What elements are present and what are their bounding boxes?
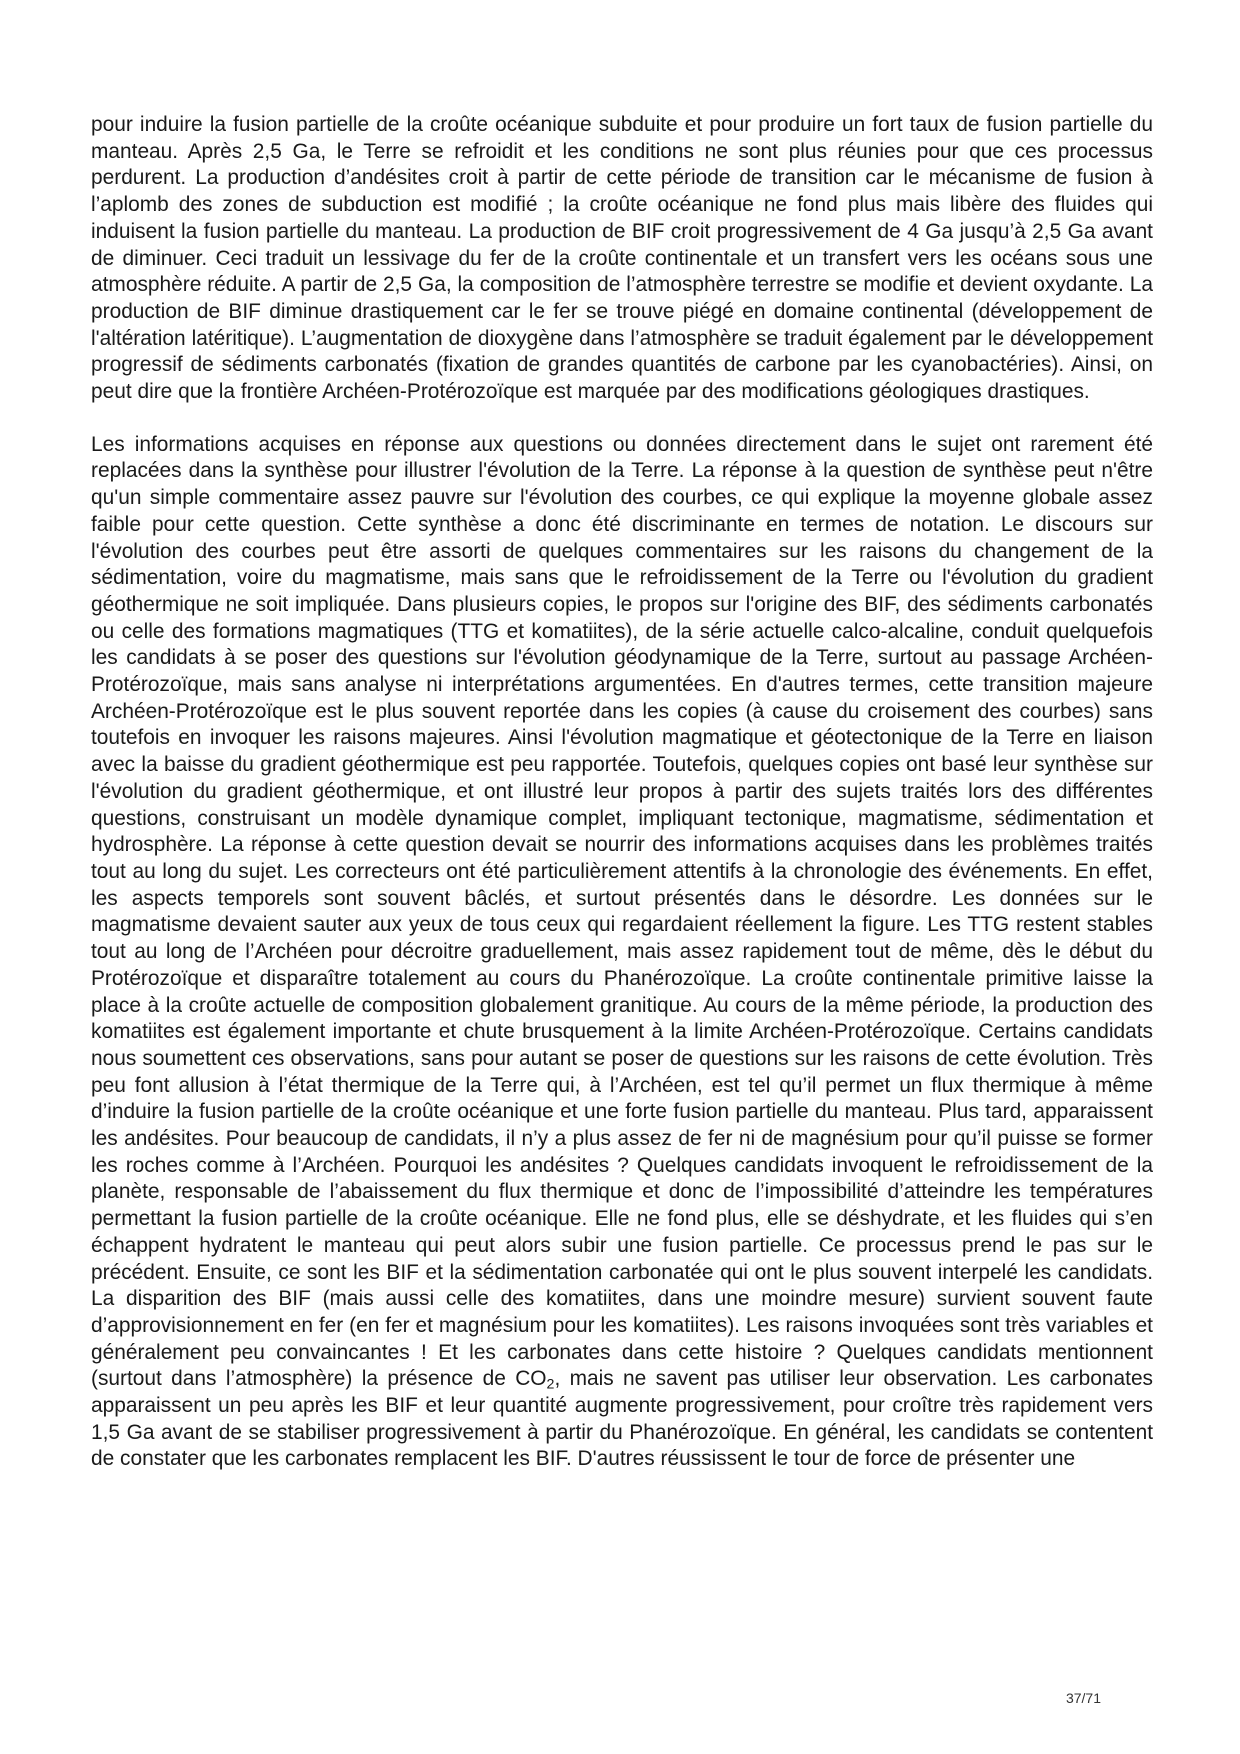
co2-subscript: 2 bbox=[546, 1376, 555, 1393]
page-number: 37/71 bbox=[1065, 1690, 1101, 1706]
paragraph-archean-proterozoic-summary bbox=[91, 112, 1153, 406]
paragraph-text: Les informations acquises en réponse aux questions ou données directement dans le sujet ont rarement été replacées dans la synthèse pour illustrer l'évolution de la Terre. La réponse à la question de synthèse peut n'être qu'un simple commentaire assez pauvre sur l'évolution des courbes, ce qui explique la moyenne globale assez faible pour cette question. Cette synthèse a donc été discriminante en termes de notation. Le discours sur l'évolution des courbes peut être assorti de quelques commentaires sur les raisons du changement de la sédimentation, voire du magmatisme, mais sans que le refroidissement de la Terre ou l'évolution du gradient géothermique ne soit impliquée. Dans plusieurs copies, le propos sur l'origine des BIF, des sédiments carbonatés ou celle des formations magmatiques (TTG et komatiites), de la série actuelle calco-alcaline, conduit quelquefois les candidats à se poser des questions sur l'évolution géodynamique de la Terre, surtout au passage Archéen-Protérozoïque, mais sans analyse ni interprétations argumentées. En d'autres termes, cette transition majeure Archéen-Protérozoïque est le plus souvent reportée dans les copies (à cause du croisement des courbes) sans toutefois en invoquer les raisons majeures. Ainsi l'évolution magmatique et géotectonique de la Terre en liaison avec la baisse du gradient géothermique est peu rapportée. Toutefois, quelques copies ont basé leur synthèse sur l'évolution du gradient géothermique, et ont illustré leur propos à partir des sujets traités lors des différentes questions, construisant un modèle dynamique complet, impliquant tectonique, magmatisme, sédimentation et hydrosphère. La réponse à cette question devait se nourrir des informations acquises dans les problèmes traités tout au long du sujet. Les correcteurs ont été particulièrement attentifs à la chronologie des événements. En effet, les aspects temporels sont souvent bâclés, et surtout présentés dans le désordre. Les données sur le magmatisme devaient sauter aux yeux de tous ceux qui regardaient réellement la figure. Les TTG restent stables tout au long de l’Archéen pour décroitre graduellement, mais assez rapidement tout de même, dès le début du Protérozoïque et disparaître totalement au cours du Phanérozoïque. La croûte continentale primitive laisse la place à la croûte actuelle de composition globalement granitique. Au cours de la même période, la production des komatiites est également importante et chute brusquement à la limite Archéen-Protérozoïque. Certains candidats nous soumettent ces observations, sans pour autant se poser de questions sur les raisons de cette évolution. Très peu font allusion à l’état thermique de la Terre qui, à l’Archéen, est tel qu’il permet un flux thermique à même d’induire la fusion partielle de la croûte océanique et une forte fusion partielle du manteau. Plus tard, apparaissent les andésites. Pour beaucoup de candidats, il n’y a plus assez de fer ni de magnésium pour qu’il puisse se former les roches comme à l’Archéen. Pourquoi les andésites ? Quelques candidats invoquent le refroidissement de la planète, responsable de l’abaissement du flux thermique et donc de l’impossibilité d’atteindre les températures permettant la fusion partielle de la croûte océanique. Elle ne fond plus, elle se déshydrate, et les fluides qui s’en échappent hydratent le manteau qui peut alors subir une fusion partielle. Ce processus prend le pas sur le précédent. Ensuite, ce sont les BIF et la sédimentation carbonatée qui ont le plus souvent interpelé les candidats. La disparition des BIF (mais aussi celle des komatiites, dans une moindre mesure) survient souvent faute d’approvisionnement en fer (en fer et magnésium pour les komatiites). Les raisons invoquées sont très variables et généralement peu convaincantes ! Et les carbonates dans cette histoire ? Quelques candidats mentionnent (surtout dans l’atmosphère) la présence de CO bbox=[91, 432, 1153, 1391]
paragraph-text: pour induire la fusion partielle de la croûte océanique subduite et pour produire un fort taux de fusion partielle du manteau. Après 2,5 Ga, le Terre se refroidit et les conditions ne sont plus réunies pour que ces processus perdurent. La production d’andésites croit à partir de cette période de transition car le mécanisme de fusion à l’aplomb des zones de subduction est modifié ; la croûte océanique ne fond plus mais libère des fluides qui induisent la fusion partielle du manteau. La production de BIF croit progressivement de 4 Ga jusqu’à 2,5 Ga avant de diminuer. Ceci traduit un lessivage du fer de la croûte continentale et un transfert vers les océans sous une atmosphère réduite. A partir de 2,5 Ga, la composition de l’atmosphère terrestre se modifie et devient oxydante. La production de BIF diminue drastiquement car le fer se trouve piégé en domaine continental (développement de l'altération latéritique). L’augmentation de dioxygène dans l’atmosphère se traduit également par le développement progressif de sédiments carbonatés (fixation de grandes quantités de carbone par les cyanobactéries). Ainsi, on peut dire que la frontière Archéen-Protérozoïque est marquée par des modifications géologiques drastiques. bbox=[91, 113, 1153, 404]
document-body bbox=[91, 112, 1153, 1473]
paragraph-synthesis-assessment bbox=[91, 432, 1153, 1473]
paragraph-text-continued: , mais ne savent pas utiliser leur observation. Les carbonates apparaissent un peu après les BIF et leur quantité augmente progressivement, pour croître très rapidement vers 1,5 Ga avant de se stabiliser progressivement à partir du Phanérozoïque. En général, les candidats se contentent de constater que les carbonates remplacent les BIF. D'autres réussissent le tour de force de présenter une bbox=[91, 1367, 1154, 1471]
